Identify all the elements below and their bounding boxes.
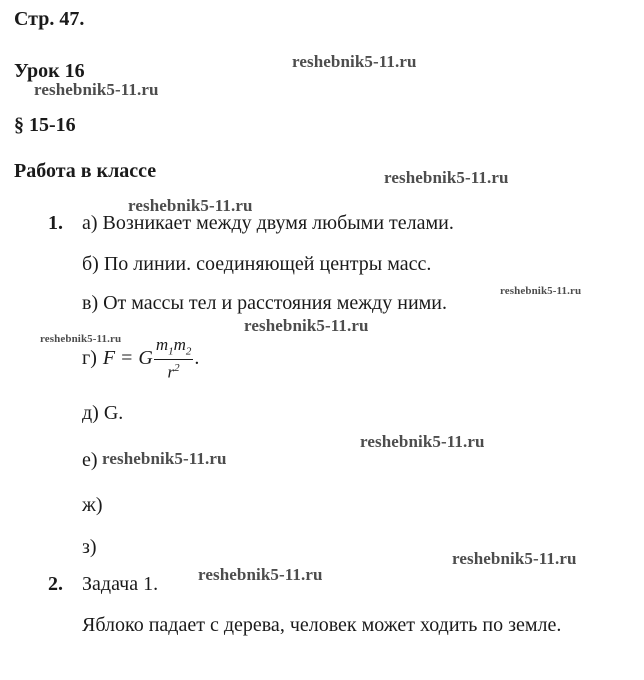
answer-e: е)	[82, 449, 98, 471]
answer-zh: ж)	[82, 494, 103, 516]
watermark: reshebnik5-11.ru	[102, 449, 227, 468]
lesson-title: Урок 16	[14, 60, 85, 82]
answer-b: б) По линии. соединяющей центры масс.	[82, 253, 432, 275]
formula-fraction	[154, 336, 194, 381]
formula-end: .	[194, 347, 200, 370]
formula-denominator: $r^2$	[167, 362, 180, 383]
formula-rhs	[138, 336, 199, 381]
question-1-number: 1.	[48, 212, 63, 234]
task-label: Задача 1.	[82, 573, 159, 595]
watermark: reshebnik5-11.ru	[34, 80, 159, 99]
watermark: reshebnik5-11.ru	[500, 285, 582, 297]
formula-g: G	[138, 347, 153, 370]
page-number: Стр. 47.	[14, 8, 85, 30]
answer-v: в) От массы тел и расстояния между ними.	[82, 292, 447, 314]
section-title: § 15-16	[14, 114, 76, 136]
watermark: reshebnik5-11.ru	[40, 333, 122, 345]
answer-a: а) Возникает между двумя любыми телами.	[82, 212, 454, 234]
watermark: reshebnik5-11.ru	[128, 196, 253, 215]
task-answer: Яблоко падает с дерева, человек может ходить по земле.	[82, 614, 562, 636]
formula-lhs: F	[102, 347, 116, 370]
watermark: reshebnik5-11.ru	[452, 549, 577, 568]
classwork-title: Работа в классе	[14, 160, 157, 182]
answer-z: з)	[82, 536, 97, 558]
formula-equals: =	[121, 347, 133, 370]
watermark: reshebnik5-11.ru	[360, 432, 485, 451]
watermark: reshebnik5-11.ru	[244, 316, 369, 335]
answer-g-label: г)	[82, 347, 97, 370]
formula-numerator: $m_1m_2$	[154, 336, 194, 360]
question-2-number: 2.	[48, 573, 63, 595]
answer-d: д) G.	[82, 402, 124, 424]
watermark: reshebnik5-11.ru	[198, 565, 323, 584]
watermark: reshebnik5-11.ru	[384, 168, 509, 187]
watermark: reshebnik5-11.ru	[292, 52, 417, 71]
